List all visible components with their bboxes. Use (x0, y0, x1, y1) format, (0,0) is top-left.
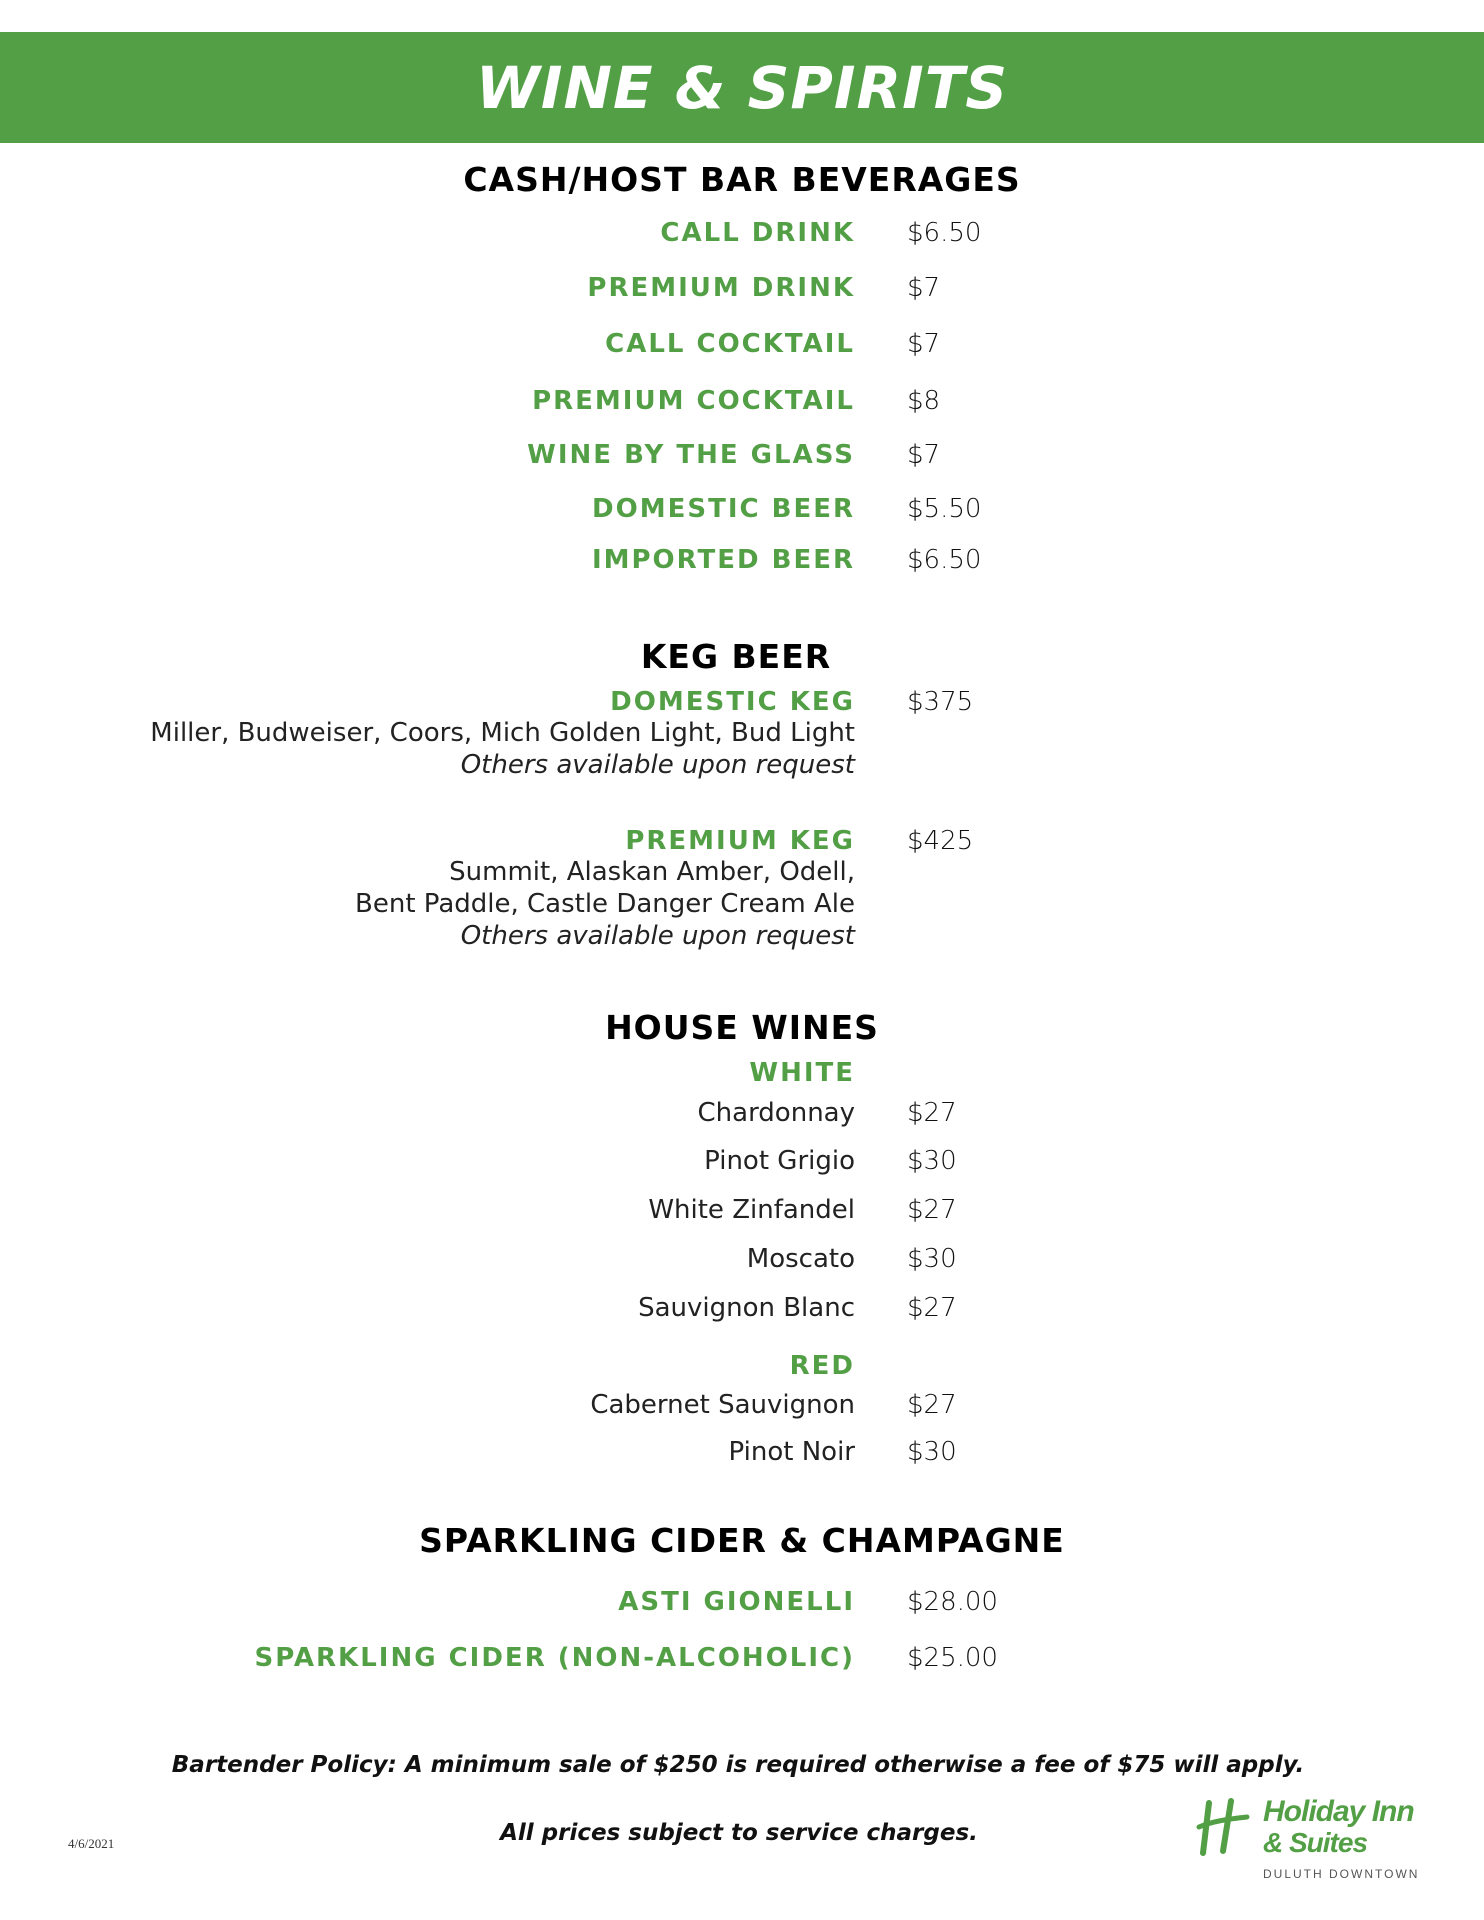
menu-item-price: $6.50 (907, 218, 982, 248)
keg-brands: Miller, Budweiser, Coors, Mich Golden Light, Bud Light (150, 718, 855, 748)
menu-item-label: PREMIUM DRINK (587, 273, 855, 303)
wine-name: Pinot Noir (728, 1437, 855, 1467)
wine-price: $30 (907, 1244, 957, 1274)
logo-location: DULUTH DOWNTOWN (1263, 1867, 1420, 1881)
menu-item-price: $7 (907, 273, 941, 303)
menu-item-price: $7 (907, 440, 941, 470)
menu-item-price: $7 (907, 329, 941, 359)
wine-price: $30 (907, 1146, 957, 1176)
wine-price: $27 (907, 1195, 957, 1225)
page-title: WINE & SPIRITS (475, 53, 1009, 122)
section-heading-keg-beer: KEG BEER (640, 637, 832, 676)
wine-name: Sauvignon Blanc (638, 1293, 855, 1323)
menu-item-price: $25.00 (907, 1643, 998, 1673)
wine-name: White Zinfandel (648, 1195, 855, 1225)
section-heading-cash-bar: CASH/HOST BAR BEVERAGES (463, 160, 1021, 199)
menu-item-label: PREMIUM KEG (625, 826, 855, 856)
wine-name: Moscato (746, 1244, 855, 1274)
logo-brand-name: Holiday Inn (1263, 1795, 1414, 1828)
menu-item-price: $8 (907, 386, 941, 416)
menu-item-label: PREMIUM COCKTAIL (532, 386, 855, 416)
menu-item-label: IMPORTED BEER (591, 545, 855, 575)
menu-item-price: $375 (907, 687, 974, 717)
menu-item-label: DOMESTIC KEG (610, 687, 855, 717)
print-date: 4/6/2021 (68, 1836, 115, 1851)
menu-item-price: $28.00 (907, 1587, 998, 1617)
wine-price: $30 (907, 1437, 957, 1467)
wine-name: Pinot Grigio (704, 1146, 855, 1176)
wine-name: Chardonnay (697, 1098, 855, 1128)
wine-price: $27 (907, 1390, 957, 1420)
section-heading-house-wines: HOUSE WINES (605, 1008, 879, 1047)
menu-item-label: CALL DRINK (660, 218, 855, 248)
menu-item-label: CALL COCKTAIL (605, 329, 855, 359)
wine-category-label: RED (789, 1351, 855, 1381)
menu-item-label: ASTI GIONELLI (618, 1587, 855, 1617)
holiday-inn-h-logo-icon (1195, 1797, 1250, 1857)
logo-brand-suites: & Suites (1263, 1827, 1368, 1858)
menu-item-price: $6.50 (907, 545, 982, 575)
wine-price: $27 (907, 1098, 957, 1128)
service-charge-note: All prices subject to service charges. (500, 1820, 978, 1846)
keg-brands: Bent Paddle, Castle Danger Cream Ale (355, 889, 855, 919)
menu-item-label: WINE BY THE GLASS (527, 440, 855, 470)
keg-note: Others available upon request (460, 921, 855, 951)
section-heading-sparkling: SPARKLING CIDER & CHAMPAGNE (419, 1521, 1065, 1560)
menu-item-label: SPARKLING CIDER (NON-ALCOHOLIC) (254, 1643, 855, 1673)
keg-note: Others available upon request (460, 750, 855, 780)
wine-price: $27 (907, 1293, 957, 1323)
header-banner (0, 32, 1484, 143)
menu-item-label: DOMESTIC BEER (592, 494, 855, 524)
keg-brands: Summit, Alaskan Amber, Odell, (449, 857, 855, 887)
menu-item-price: $5.50 (907, 494, 982, 524)
holiday-inn-logo (1195, 1795, 1435, 1885)
wine-name: Cabernet Sauvignon (590, 1390, 855, 1420)
bartender-policy: Bartender Policy: A minimum sale of $250 is required otherwise a fee of $75 will apply. (171, 1752, 1305, 1778)
menu-item-price: $425 (907, 826, 974, 856)
wine-category-label: WHITE (749, 1058, 855, 1088)
